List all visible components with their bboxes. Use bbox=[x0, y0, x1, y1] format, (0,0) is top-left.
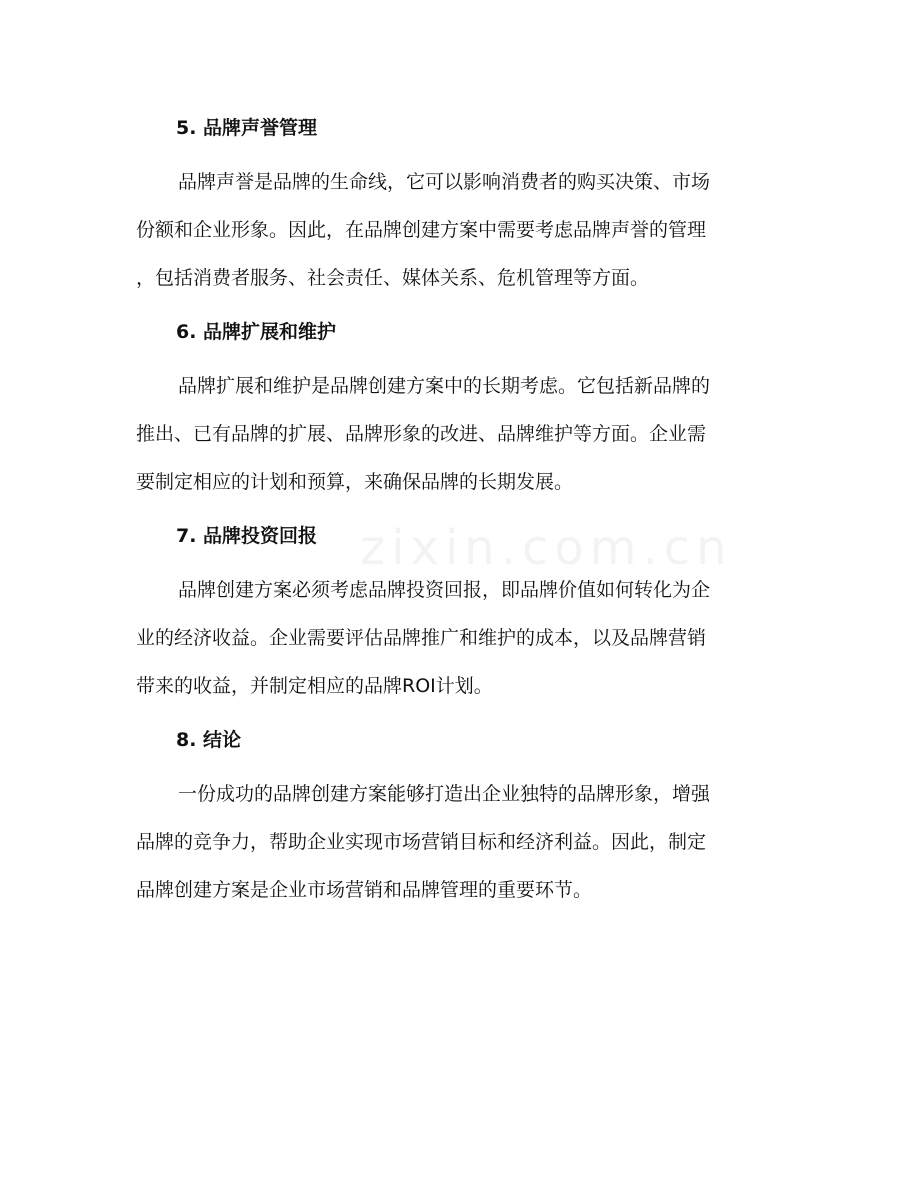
paragraph-line: 品牌扩展和维护是品牌创建方案中的长期考虑。它包括新品牌的 bbox=[178, 375, 711, 397]
paragraph-line: ，包括消费者服务、社会责任、媒体关系、危机管理等方面。 bbox=[136, 267, 650, 289]
paragraph-line: 带来的收益，并制定相应的品牌ROI计划。 bbox=[136, 675, 493, 697]
section-paragraph bbox=[136, 770, 774, 914]
paragraph-line: 一份成功的品牌创建方案能够打造出企业独特的品牌形象，增强 bbox=[178, 783, 711, 805]
paragraph-line: 品牌的竞争力，帮助企业实现市场营销目标和经济利益。因此，制定 bbox=[136, 831, 707, 853]
section-heading: 8. 结论 bbox=[176, 729, 242, 751]
section-paragraph bbox=[136, 566, 774, 710]
paragraph-line: 品牌创建方案是企业市场营销和品牌管理的重要环节。 bbox=[136, 879, 593, 901]
paragraph-line: 品牌创建方案必须考虑品牌投资回报，即品牌价值如何转化为企 bbox=[178, 579, 711, 601]
section-brand-roi bbox=[136, 516, 774, 710]
section-heading: 5. 品牌声誉管理 bbox=[176, 117, 318, 139]
paragraph-line: 业的经济收益。企业需要评估品牌推广和维护的成本，以及品牌营销 bbox=[136, 627, 707, 649]
paragraph-line: 品牌声誉是品牌的生命线，它可以影响消费者的购买决策、市场 bbox=[178, 171, 711, 193]
section-conclusion bbox=[136, 720, 774, 914]
section-heading: 6. 品牌扩展和维护 bbox=[176, 321, 337, 343]
section-heading: 7. 品牌投资回报 bbox=[176, 525, 318, 547]
paragraph-line: 要制定相应的计划和预算，来确保品牌的长期发展。 bbox=[136, 471, 574, 493]
section-brand-extension bbox=[136, 312, 774, 506]
section-brand-reputation bbox=[136, 108, 774, 302]
paragraph-line: 推出、已有品牌的扩展、品牌形象的改进、品牌维护等方面。企业需 bbox=[136, 423, 707, 445]
paragraph-line: 份额和企业形象。因此，在品牌创建方案中需要考虑品牌声誉的管理 bbox=[136, 219, 707, 241]
section-paragraph bbox=[136, 158, 774, 302]
section-paragraph bbox=[136, 362, 774, 506]
document-body bbox=[136, 108, 774, 920]
